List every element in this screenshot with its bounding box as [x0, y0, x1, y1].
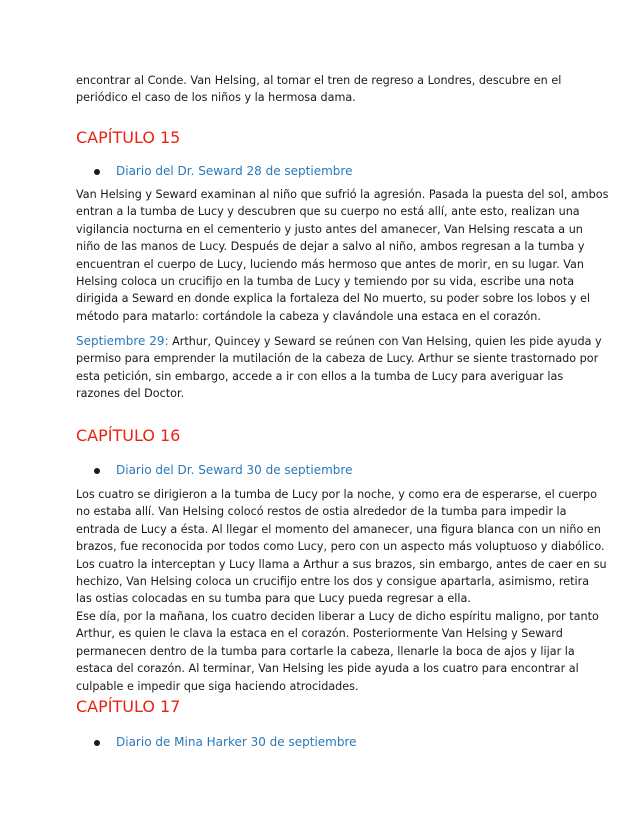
text-line: permanecen dentro de la tumba para cortarle la cabeza, llenarle la boca de ajos y lijar la [76, 644, 575, 658]
text-line: encuentran el cuerpo de Lucy, luciendo más hermoso que antes de morir, en su lugar. Van [76, 257, 584, 271]
bullet-text: Diario de Mina Harker 30 de septiembre [116, 735, 357, 749]
text-line: entrada de Lucy a ésta. Al llegar el momento del amanecer, una figura blanca con un niño en [76, 522, 601, 536]
text-line: niño de las manos de Lucy. Después de dejar a salvo al niño, ambos regresan a la tumba y [76, 240, 585, 254]
text-line: brazos, fue reconocida por todos como Lucy, pero con un aspecto más voluptuoso y diabólico. [76, 540, 605, 554]
text-line: las ostias colocadas en su tumba para que Lucy pueda regresar a ella. [76, 592, 471, 606]
text-line: razones del Doctor. [76, 387, 185, 401]
text-line: no estaba allí. Van Helsing colocó restos de ostia alrededor de la tumba para impedir la [76, 505, 567, 519]
date-label: Septiembre 29: [76, 334, 169, 348]
text-line: Ese día, por la mañana, los cuatro deciden liberar a Lucy de dicho espíritu maligno, por tanto [76, 610, 599, 623]
text-line: permiso para emprender la mutilación de la cabeza de Lucy. Arthur se siente trastornado por [76, 352, 599, 366]
chapter-16-paragraph-1 [76, 486, 607, 608]
text-line: método para matarlo: cortándole la cabeza y clavándole una estaca en el corazón. [76, 309, 541, 323]
text-line: periódico el caso de los niños y la hermosa dama. [76, 91, 356, 105]
text-line: Arthur, es quien le clava la estaca en el corazón. Posteriormente Van Helsing y Seward [76, 627, 563, 641]
chapter-16-paragraph-2 [76, 608, 599, 695]
chapter-15-heading: CAPÍTULO 15 [76, 128, 181, 147]
text-line: estaca del corazón. Al terminar, Van Helsing les pide ayuda a los cuatro para encontrar al [76, 662, 579, 676]
bullet-text: Diario del Dr. Seward 28 de septiembre [116, 164, 353, 178]
bullet-dot-icon [94, 468, 100, 474]
text-line [76, 333, 602, 350]
text-line: encontrar al Conde. Van Helsing, al tomar el tren de regreso a Londres, descubre en el [76, 74, 562, 87]
chapter-17-heading: CAPÍTULO 17 [76, 697, 181, 716]
text-line: dirigida a Seward en donde explica la fortaleza del No muerto, su poder sobre los lobos y el [76, 292, 590, 306]
text-line: hechizo, Van Helsing coloca un crucifijo entre los dos y consigue apartarla, asimismo, retira [76, 575, 590, 589]
intro-paragraph [76, 72, 572, 107]
text-line: Van Helsing y Seward examinan al niño que sufrió la agresión. Pasada la puesta del sol, ambos [76, 188, 609, 201]
text-line: Los cuatro se dirigieron a la tumba de Lucy por la noche, y como era de esperarse, el cuerpo [76, 488, 597, 501]
text-line: Los cuatro la interceptan y Lucy llama a Arthur a sus brazos, sin embargo, antes de caer en su [76, 557, 607, 571]
text-line: Helsing coloca un crucifijo en la tumba de Lucy y temiendo por su vida, escribe una nota [76, 275, 575, 289]
bullet-dot-icon [94, 169, 100, 175]
text-line: vigilancia nocturna en el cementerio y justo antes del amanecer, Van Helsing rescata a un [76, 222, 583, 236]
chapter-15-paragraph-2 [76, 333, 602, 403]
text-run: Arthur, Quincey y Seward se reúnen con Van Helsing, quien les pide ayuda y [168, 335, 602, 348]
bullet-dot-icon [94, 740, 100, 746]
text-line: culpable e impedir que siga haciendo atrocidades. [76, 679, 359, 693]
chapter-15-paragraph-1 [76, 186, 609, 325]
bullet-text: Diario del Dr. Seward 30 de septiembre [116, 463, 353, 477]
chapter-16-heading: CAPÍTULO 16 [76, 426, 181, 445]
text-line: esta petición, sin embargo, accede a ir con ellos a la tumba de Lucy para averiguar las [76, 369, 564, 383]
text-line: entran a la tumba de Lucy y descubren que su cuerpo no está allí, ante esto, realizan una [76, 205, 580, 219]
